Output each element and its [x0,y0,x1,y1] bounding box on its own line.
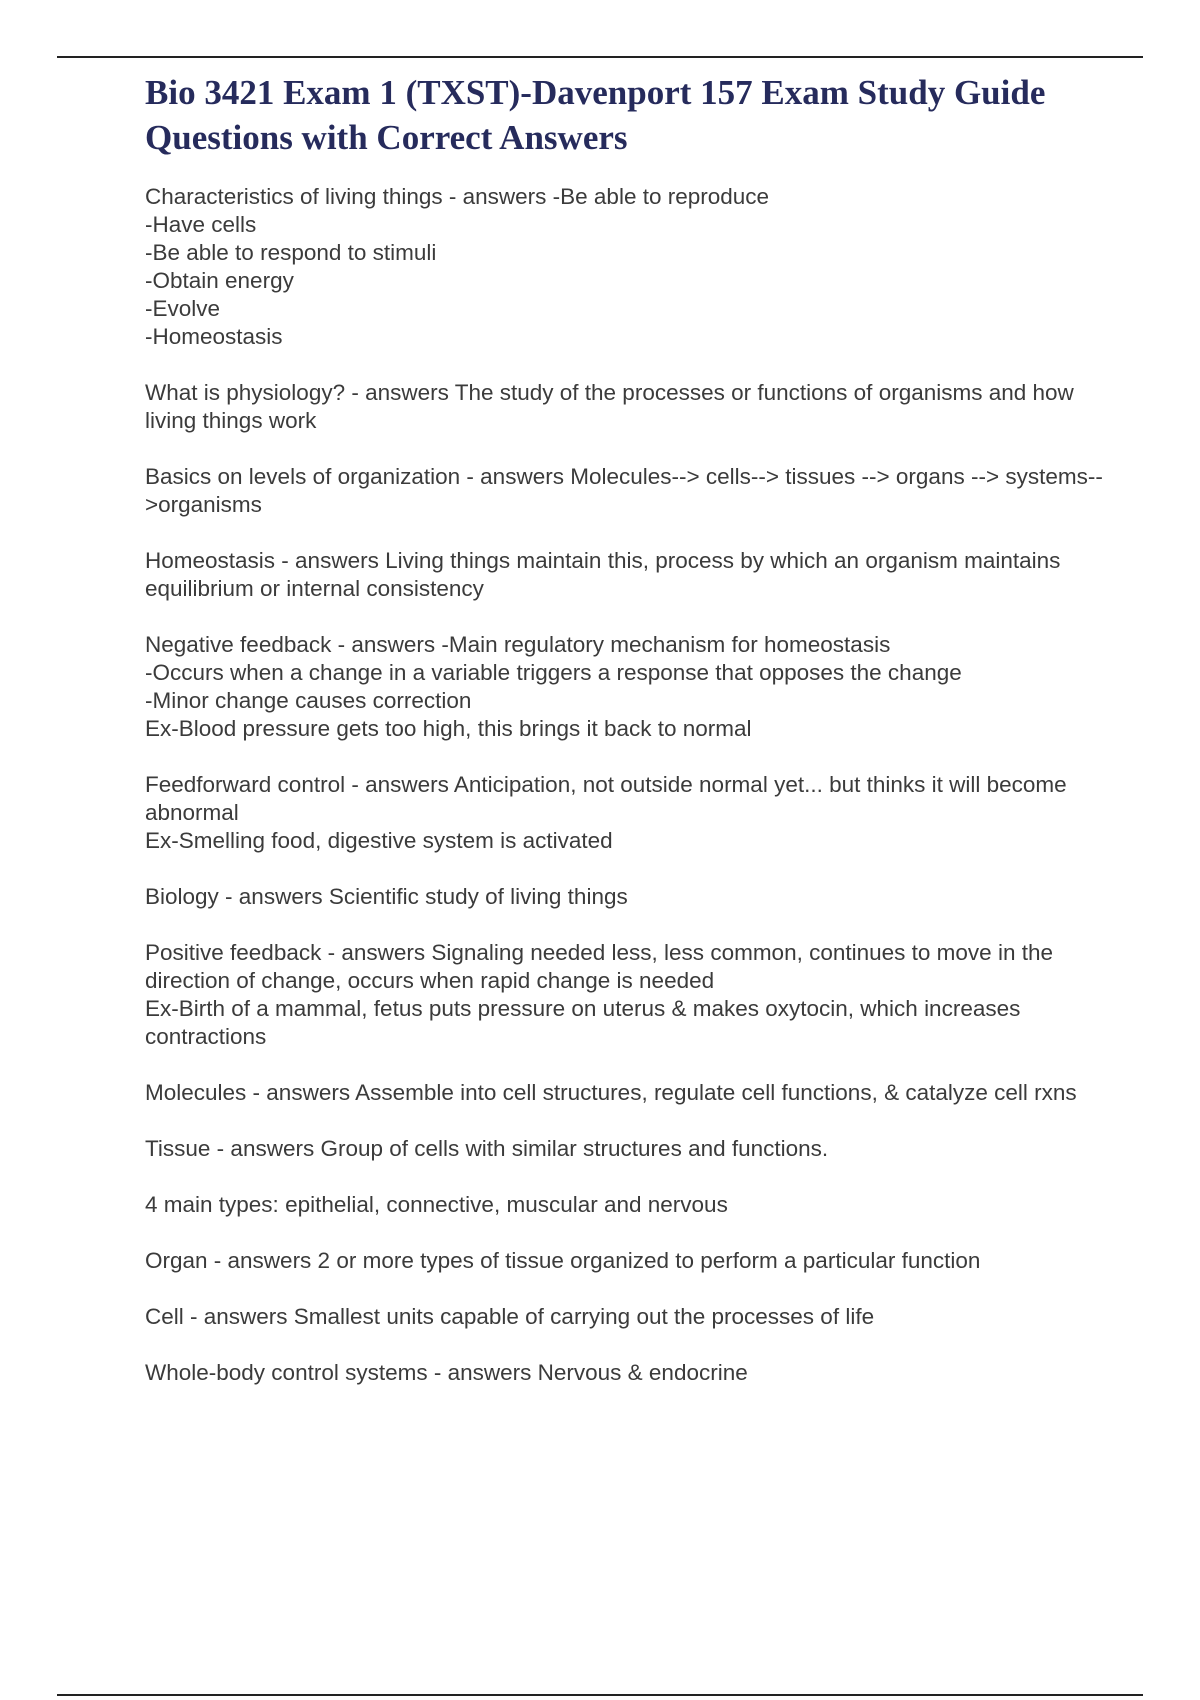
top-rule [57,56,1143,58]
page-title: Bio 3421 Exam 1 (TXST)-Davenport 157 Exam Study Guide Questions with Correct Answers [145,73,1046,157]
qa-list [145,183,1105,1415]
qa-item: 4 main types: epithelial, connective, muscular and nervous [145,1192,728,1217]
qa-item: Characteristics of living things - answers -Be able to reproduce -Have cells -Be able to respond to stimuli -Obtain energy -Evolve -Homeostasis [145,184,770,349]
bottom-rule [57,1694,1143,1696]
qa-item: Cell - answers Smallest units capable of carrying out the processes of life [145,1304,875,1329]
qa-item: Organ - answers 2 or more types of tissue organized to perform a particular function [145,1248,981,1273]
qa-item: Basics on levels of organization - answers Molecules--> cells--> tissues --> organs --> systems-->organisms [145,464,1103,517]
qa-item: Whole-body control systems - answers Nervous & endocrine [145,1360,748,1385]
qa-item: Negative feedback - answers -Main regulatory mechanism for homeostasis -Occurs when a change in a variable triggers a response that opposes the change -Minor change causes correction Ex-Blood pressure gets too high, this brings it back to normal [145,632,962,741]
qa-item: Feedforward control - answers Anticipation, not outside normal yet... but thinks it will become abnormal Ex-Smelling food, digestive system is activated [145,772,1067,853]
qa-item: Molecules - answers Assemble into cell structures, regulate cell functions, & catalyze cell rxns [145,1080,1077,1105]
qa-item: Positive feedback - answers Signaling needed less, less common, continues to move in the direction of change, occurs when rapid change is needed Ex-Birth of a mammal, fetus puts pressure on uterus & makes oxytocin, which increases contractions [145,940,1053,1049]
qa-item: What is physiology? - answers The study of the processes or functions of organisms and how living things work [145,380,1074,433]
qa-item: Biology - answers Scientific study of living things [145,884,628,909]
qa-item: Homeostasis - answers Living things maintain this, process by which an organism maintains equilibrium or internal consistency [145,548,1061,601]
qa-item: Tissue - answers Group of cells with similar structures and functions. [145,1136,829,1161]
